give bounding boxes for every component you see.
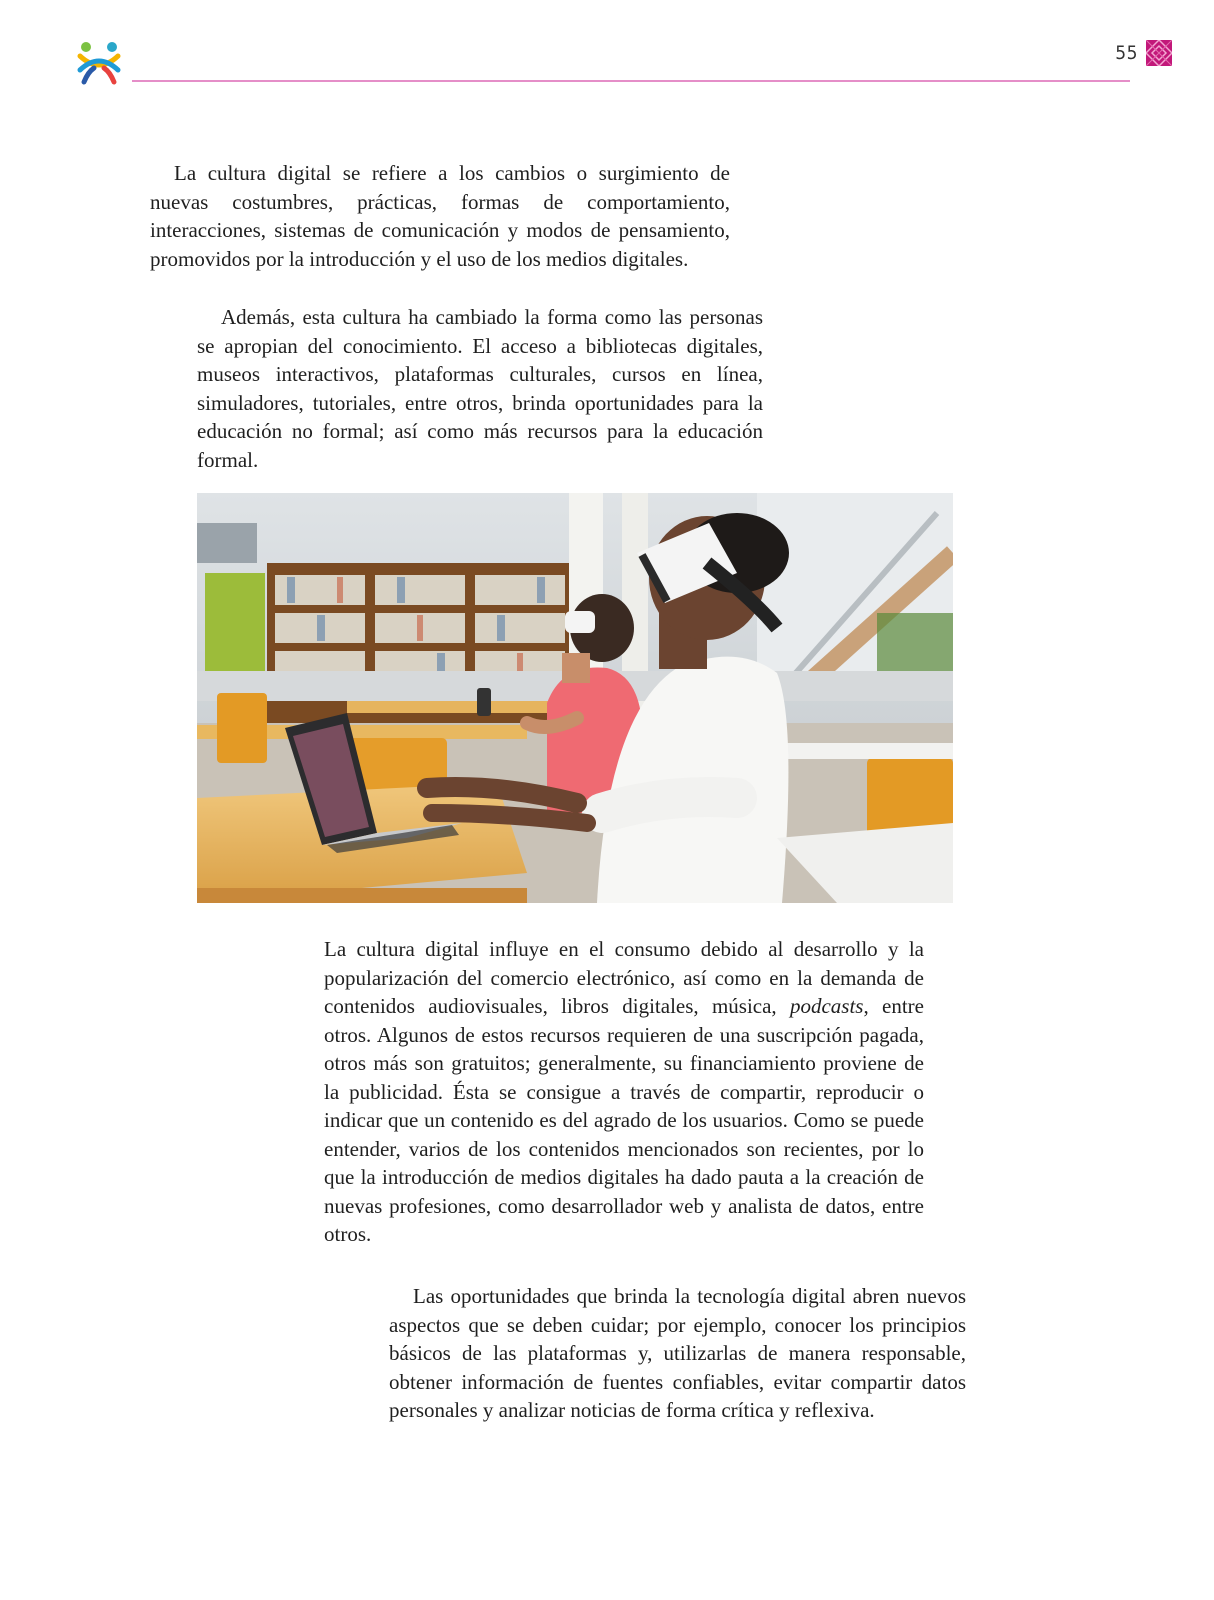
library-vr-photo (197, 493, 953, 903)
magenta-pattern-icon (1146, 40, 1172, 66)
paragraph-conocimiento: Además, esta cultura ha cambiado la forma como las personas se apropian del conocimiento. El acceso a bibliotecas digitales, museos interactivos, plataformas culturales, cursos en línea, simuladores, tutoriales, entre otros, brinda oportunidades para la educación no formal; así como más recursos para la educación formal. (197, 305, 763, 472)
podcasts-italic: podcasts (789, 994, 864, 1018)
interlocking-figures-logo-icon (74, 38, 124, 88)
paragraph-cultura-digital: La cultura digital se refiere a los cambios o surgimiento de nuevas costumbres, prácticas, formas de comportamiento, interacciones, sistemas de comunicación y modos de pensamiento, promovidos por la introducción y el uso de los medios digitales. (150, 161, 730, 271)
paragraph-consumo: La cultura digital influye en el consumo debido al desarrollo y la popularización del comercio electrónico, así como en la demanda de contenidos audiovisuales, libros digitales, música, podcasts, entre otros. Algunos de estos recursos requieren de una suscripción pagada, otros más son gratuitos; generalmente, su financiamiento proviene de la publicidad. Ésta se consigue a través de compartir, reproducir o indicar que un contenido es del agrado de los usuarios. Como se puede entender, varios de los contenidos mencionados son recientes, por lo que la introducción de medios digitales ha dado pauta a la creación de nuevas profesiones, como desarrollador web y analista de datos, entre otros. (324, 937, 924, 1246)
page-number: 55 (1115, 42, 1138, 64)
paragraph-oportunidades: Las oportunidades que brinda la tecnología digital abren nuevos aspectos que se deben cuidar; por ejemplo, conocer los principios básicos de las plataformas y, utilizarlas de manera responsable, obtener información de fuentes confiables, evitar compartir datos personales y analizar noticias de forma crítica y reflexiva. (389, 1284, 966, 1422)
header-rule (132, 80, 1130, 82)
